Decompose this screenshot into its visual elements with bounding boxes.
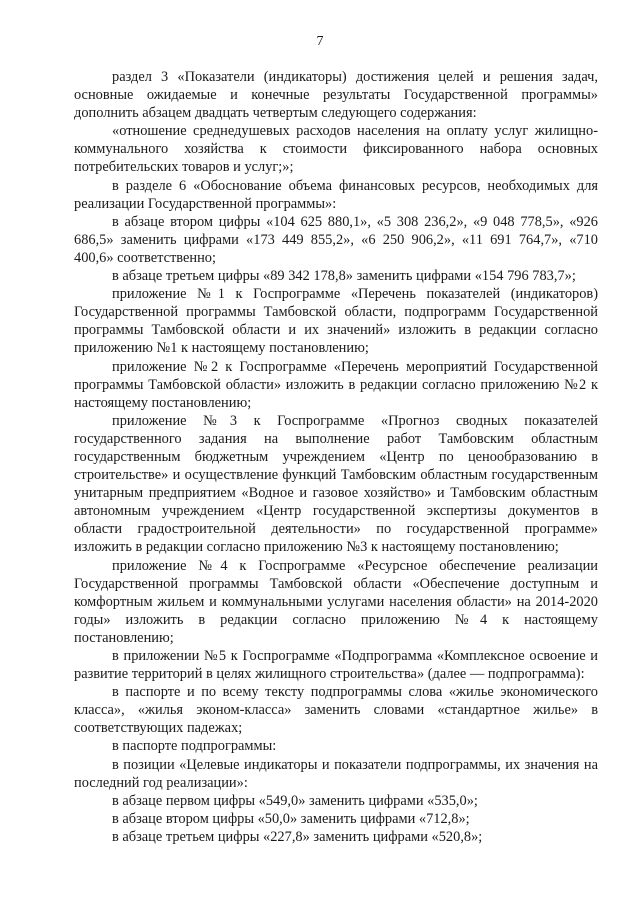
paragraph-passport-heading: в паспорте подпрограммы:	[112, 738, 277, 755]
paragraph-third-abzats-change: в абзаце третьем цифры «227,8» заменить цифрами «520,8»;	[112, 828, 483, 845]
paragraph-section-3-amendment: раздел 3 «Показатели (индикаторы) достижения целей и решения задач, основные ожидаемые и конечные результаты Государственной программы» дополнить абзацем двадцать четвертым следующего содержания:	[74, 69, 598, 122]
document-body	[74, 68, 598, 846]
page-number: 7	[316, 34, 324, 49]
paragraph-appendix-2: приложение №2 к Госпрограмме «Перечень мероприятий Государственной программы Тамбовской области» изложить в редакции согласно приложению №2 к настоящему постановлению;	[74, 358, 598, 411]
paragraph-appendix-4: приложение №4 к Госпрограмме «Ресурсное обеспечение реализации Государственной программы Тамбовской области «Обеспечение доступным и комфортным жильем и коммунальными услугами населения области» на 2014-2020 годы» изложить в редакции согласно приложению №4 к настоящему постановлению;	[74, 557, 598, 646]
paragraph-first-abzats-change: в абзаце первом цифры «549,0» заменить цифрами «535,0»;	[112, 792, 478, 809]
paragraph-second-abzats-change: в абзаце втором цифры «50,0» заменить цифрами «712,8»;	[112, 810, 470, 827]
paragraph-new-indicator-text: «отношение среднедушевых расходов населения на оплату услуг жилищно-коммунального хозяйства к стоимости фиксированного набора основных потребительских товаров и услуг;»;	[74, 123, 598, 176]
paragraph-section-6-heading: в разделе 6 «Обоснование объема финансовых ресурсов, необходимых для реализации Государственной программы»:	[74, 177, 598, 212]
paragraph-second-abzats-figures: в абзаце втором цифры «104 625 880,1», «5 308 236,2», «9 048 778,5», «926 686,5» заменить цифрами «173 449 855,2», «6 250 906,2», «11 691 764,7», «710 400,6» соответственно;	[74, 213, 598, 266]
paragraph-third-abzats-figures: в абзаце третьем цифры «89 342 178,8» заменить цифрами «154 796 783,7»;	[112, 268, 576, 285]
paragraph-appendix-3: приложение №3 к Госпрограмме «Прогноз сводных показателей государственного задания на выполнение работ Тамбовским областным государственным бюджетным учреждением «Центр по ценообразованию в строительстве» и осуществление функций Тамбовским областным государственным унитарным предприятием «Водное и газовое хозяйство» и Тамбовским областным автономным учреждением «Центр государственной экспертизы документов в области градостроительной деятельности» по государственной программе» изложить в редакции согласно приложению №3 к настоящему постановлению;	[74, 412, 598, 556]
paragraph-passport-wording: в паспорте и по всему тексту подпрограммы слова «жилье экономического класса», «жилья эконом-класса» заменить словами «стандартное жилье» в соответствующих падежах;	[74, 684, 598, 737]
paragraph-appendix-1: приложение №1 к Госпрограмме «Перечень показателей (индикаторов) Государственной программы Тамбовской области, подпрограмм Государственной программы Тамбовской области и их значений» изложить в редакции согласно приложению №1 к настоящему постановлению;	[74, 286, 598, 357]
paragraph-appendix-5: в приложении №5 к Госпрограмме «Подпрограмма «Комплексное освоение и развитие территорий в целях жилищного строительства» (далее — подпрограмма):	[74, 648, 598, 683]
paragraph-target-indicators: в позиции «Целевые индикаторы и показатели подпрограммы, их значения на последний год реализации»:	[74, 756, 598, 791]
